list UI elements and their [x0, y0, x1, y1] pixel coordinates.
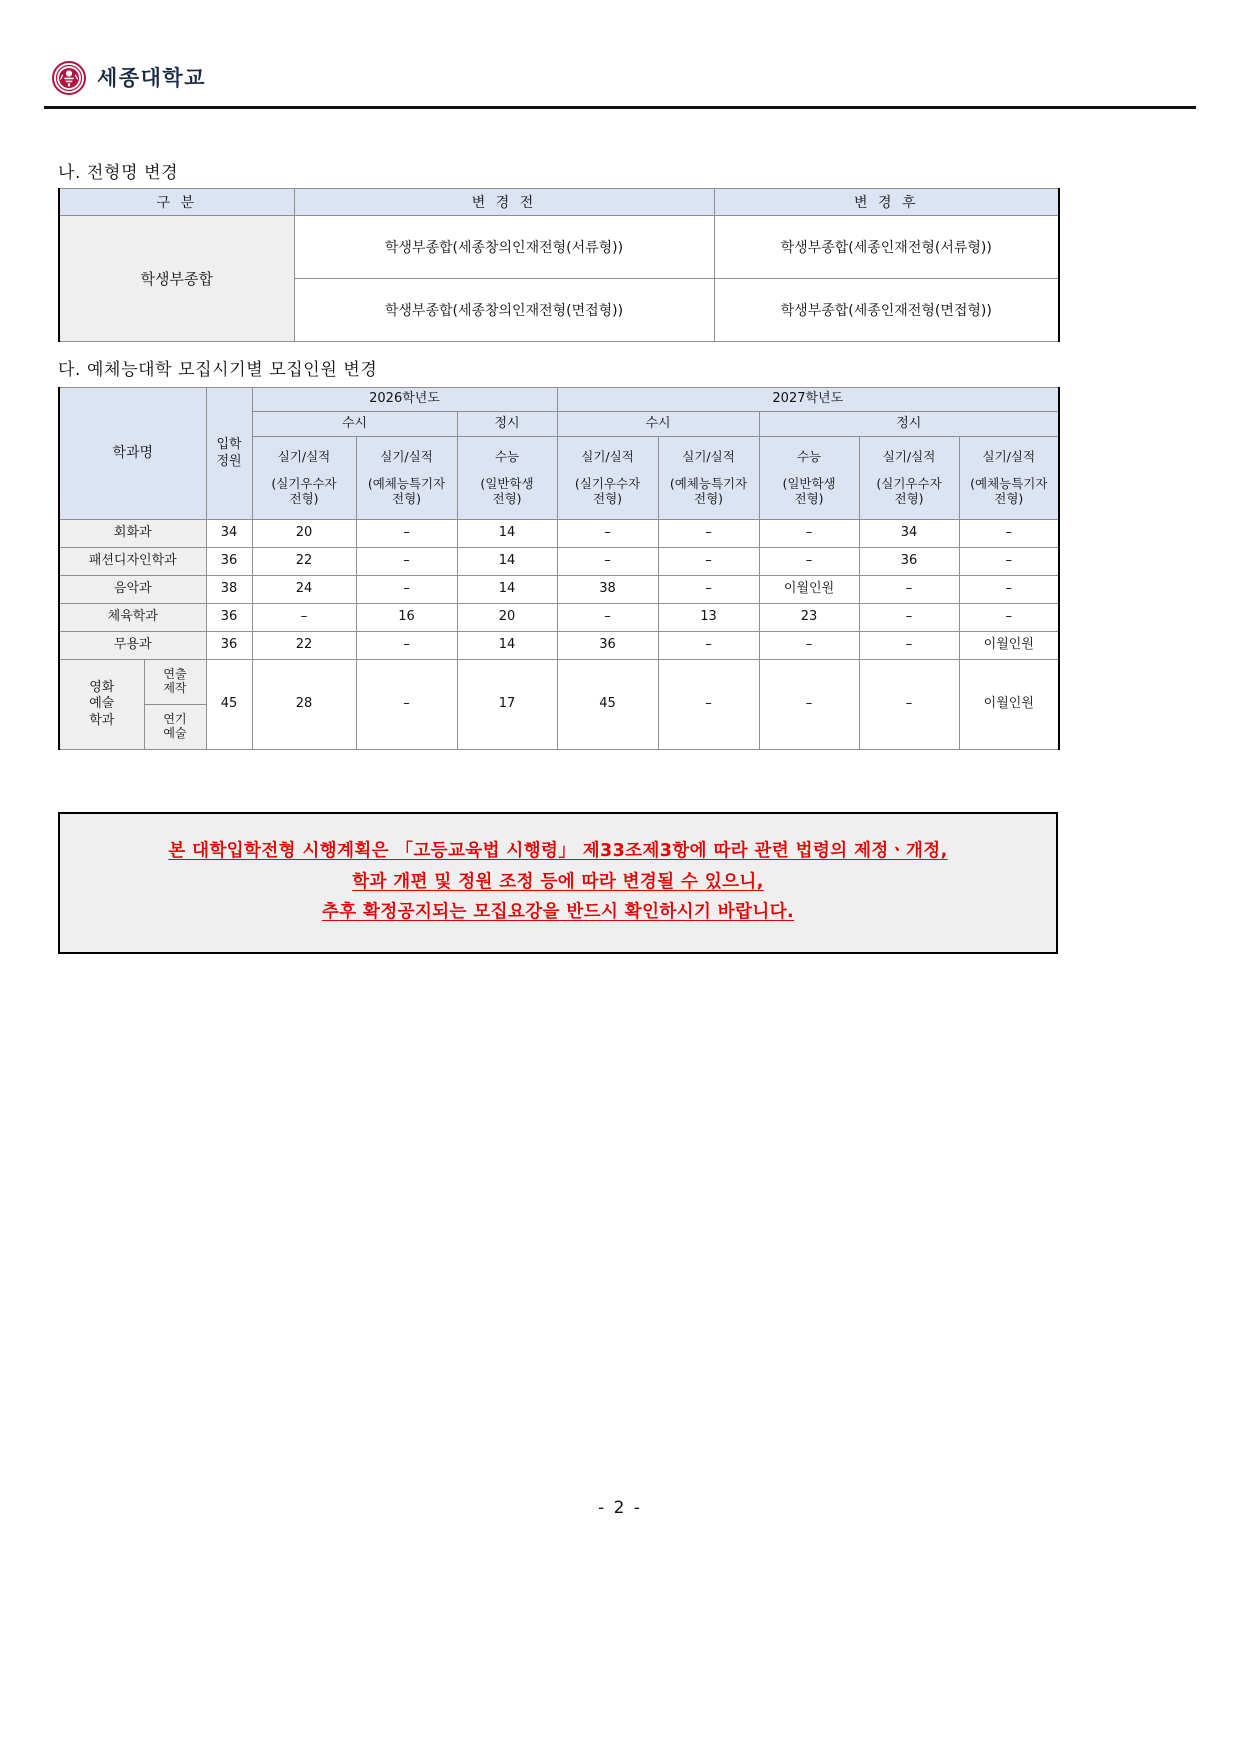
column-header-kind-5 [759, 437, 859, 520]
column-header-term-2027-jeongsi: 정시 [759, 412, 1059, 437]
table-row [59, 548, 1059, 576]
film-track1-line1: 연출 [163, 667, 187, 682]
cell-value: – [759, 660, 859, 750]
film-dept-line2: 예술 [89, 696, 115, 712]
sejong-university-emblem-icon [52, 61, 86, 95]
cell-value: 17 [457, 660, 557, 750]
film-dept-line3: 학과 [89, 712, 115, 728]
cell-value: – [759, 632, 859, 660]
cell-value: – [859, 604, 959, 632]
cell-value: – [252, 604, 356, 632]
column-header-kind-2 [457, 437, 557, 520]
cell-value: 이월인원 [959, 660, 1059, 750]
column-header-term-2026-jeongsi: 정시 [457, 412, 557, 437]
cell-value: – [356, 660, 457, 750]
cell-value: 24 [252, 576, 356, 604]
name-change-table [58, 188, 1060, 342]
cell-value: – [959, 604, 1059, 632]
cell-quota: 36 [206, 548, 252, 576]
table-row [59, 216, 1059, 279]
cell-before-1: 학생부종합(세종창의인재전형(서류형)) [294, 216, 714, 279]
cell-value: – [658, 548, 759, 576]
cell-value: – [759, 520, 859, 548]
cell-quota: 34 [206, 520, 252, 548]
cell-department: 음악과 [59, 576, 206, 604]
cell-value: – [658, 632, 759, 660]
brand-row [44, 56, 1196, 100]
kind-detail2: 전형) [289, 491, 319, 507]
cell-after-2: 학생부종합(세종인재전형(면접형)) [714, 279, 1059, 342]
kind-detail2: 전형) [694, 491, 724, 507]
cell-value: – [356, 632, 457, 660]
column-header-year-2027: 2027학년도 [557, 388, 1059, 412]
cell-department: 체육학과 [59, 604, 206, 632]
cell-group-label: 학생부종합 [59, 216, 294, 342]
quota-header-line2: 정원 [216, 453, 242, 469]
cell-value: 20 [457, 604, 557, 632]
column-header-kind-3 [557, 437, 658, 520]
kind-detail: (예체능특기자 [970, 475, 1048, 491]
cell-value: 38 [557, 576, 658, 604]
notice-line-3: 추후 확정공지되는 모집요강을 반드시 확인하시기 바랍니다. [321, 902, 795, 923]
cell-value: – [759, 548, 859, 576]
kind-type: 실기/실적 [982, 449, 1036, 465]
kind-type: 실기/실적 [682, 449, 735, 465]
cell-value: – [959, 520, 1059, 548]
section-heading-name-change: 나. 전형명 변경 [58, 163, 179, 183]
university-name: 세종대학교 [97, 65, 206, 90]
cell-value: – [356, 576, 457, 604]
table-header-row [59, 189, 1059, 216]
cell-value: – [859, 632, 959, 660]
kind-detail2: 전형) [794, 491, 824, 507]
document-header [44, 56, 1196, 109]
section-heading-quota-change: 다. 예체능대학 모집시기별 모집인원 변경 [58, 360, 378, 380]
cell-quota: 36 [206, 604, 252, 632]
notice-line-1: 본 대학입학전형 시행계획은 「고등교육법 시행령」 제33조제3항에 따라 관련 법령의 제정ㆍ개정, [168, 841, 948, 861]
cell-department-film [59, 660, 144, 750]
quota-header-line1: 입학 [216, 437, 242, 453]
kind-detail2: 전형) [894, 491, 924, 507]
kind-type: 실기/실적 [581, 449, 634, 465]
cell-value: – [557, 604, 658, 632]
cell-value: 14 [457, 632, 557, 660]
cell-film-track-1 [144, 660, 206, 705]
column-header-term-2027-susi: 수시 [557, 412, 759, 437]
column-header-kind-6 [859, 437, 959, 520]
cell-value: 45 [557, 660, 658, 750]
cell-value: 34 [859, 520, 959, 548]
kind-detail: (예체능특기자 [669, 475, 748, 491]
kind-detail2: 전형) [392, 491, 422, 507]
table-row [59, 520, 1059, 548]
kind-type: 실기/실적 [380, 449, 433, 465]
kind-type: 실기/실적 [882, 449, 936, 465]
cell-value: – [658, 660, 759, 750]
notice-line-2: 학과 개편 및 정원 조정 등에 따라 변경될 수 있으니, [352, 871, 764, 892]
kind-detail: (예체능특기자 [367, 475, 446, 491]
column-header-quota [206, 388, 252, 520]
cell-value: 이월인원 [959, 632, 1059, 660]
cell-value: 36 [859, 548, 959, 576]
cell-value: – [557, 548, 658, 576]
column-header-kind-1 [356, 437, 457, 520]
cell-value: – [658, 520, 759, 548]
cell-value: – [356, 548, 457, 576]
column-header-term-2026-susi: 수시 [252, 412, 457, 437]
kind-detail: (실기우수자 [876, 475, 942, 491]
cell-value: 36 [557, 632, 658, 660]
table-row-film-upper [59, 660, 1059, 705]
column-header-department: 학과명 [59, 388, 206, 520]
cell-value: 23 [759, 604, 859, 632]
column-header-kind-7 [959, 437, 1059, 520]
cell-value: 14 [457, 576, 557, 604]
cell-value: 13 [658, 604, 759, 632]
table-row [59, 604, 1059, 632]
cell-before-2: 학생부종합(세종창의인재전형(면접형)) [294, 279, 714, 342]
cell-value: – [859, 576, 959, 604]
cell-value: 28 [252, 660, 356, 750]
cell-department: 패션디자인학과 [59, 548, 206, 576]
cell-value: 14 [457, 520, 557, 548]
kind-type: 수능 [796, 449, 822, 465]
cell-quota: 36 [206, 632, 252, 660]
quota-change-table [58, 387, 1060, 750]
cell-value: 14 [457, 548, 557, 576]
cell-value: 20 [252, 520, 356, 548]
column-header-kind-0 [252, 437, 356, 520]
cell-value: – [356, 520, 457, 548]
cell-value: 22 [252, 548, 356, 576]
film-track1-line2: 제작 [163, 681, 187, 695]
film-track2-line1: 연기 [163, 712, 187, 727]
kind-detail2: 전형) [994, 491, 1024, 507]
kind-detail: (실기우수자 [574, 475, 641, 491]
kind-type: 수능 [494, 449, 520, 465]
cell-value: – [959, 576, 1059, 604]
quota-header-year-row [59, 388, 1059, 412]
table-row [59, 632, 1059, 660]
kind-type: 실기/실적 [277, 449, 331, 465]
column-header-category: 구 분 [59, 189, 294, 216]
column-header-kind-4 [658, 437, 759, 520]
cell-value: – [859, 660, 959, 750]
kind-detail: (일반학생 [480, 475, 534, 491]
cell-value: – [557, 520, 658, 548]
cell-film-track-2 [144, 705, 206, 750]
column-header-after: 변 경 후 [714, 189, 1059, 216]
cell-department: 무용과 [59, 632, 206, 660]
cell-department: 회화과 [59, 520, 206, 548]
film-dept-line1: 영화 [89, 680, 115, 696]
cell-value: – [959, 548, 1059, 576]
cell-quota-film: 45 [206, 660, 252, 750]
cell-after-1: 학생부종합(세종인재전형(서류형)) [714, 216, 1059, 279]
cell-value: 22 [252, 632, 356, 660]
kind-detail: (실기우수자 [271, 475, 337, 491]
cell-value: 이월인원 [759, 576, 859, 604]
cell-value: – [658, 576, 759, 604]
page-number: - 2 - [598, 1498, 642, 1518]
table-row [59, 576, 1059, 604]
header-divider [44, 106, 1196, 109]
cell-value: 16 [356, 604, 457, 632]
kind-detail2: 전형) [593, 491, 623, 507]
kind-detail2: 전형) [492, 491, 522, 507]
column-header-year-2026: 2026학년도 [252, 388, 557, 412]
kind-detail: (일반학생 [782, 475, 836, 491]
film-track2-line2: 예술 [163, 726, 187, 740]
important-notice-box [58, 812, 1058, 954]
cell-quota: 38 [206, 576, 252, 604]
column-header-before: 변 경 전 [294, 189, 714, 216]
